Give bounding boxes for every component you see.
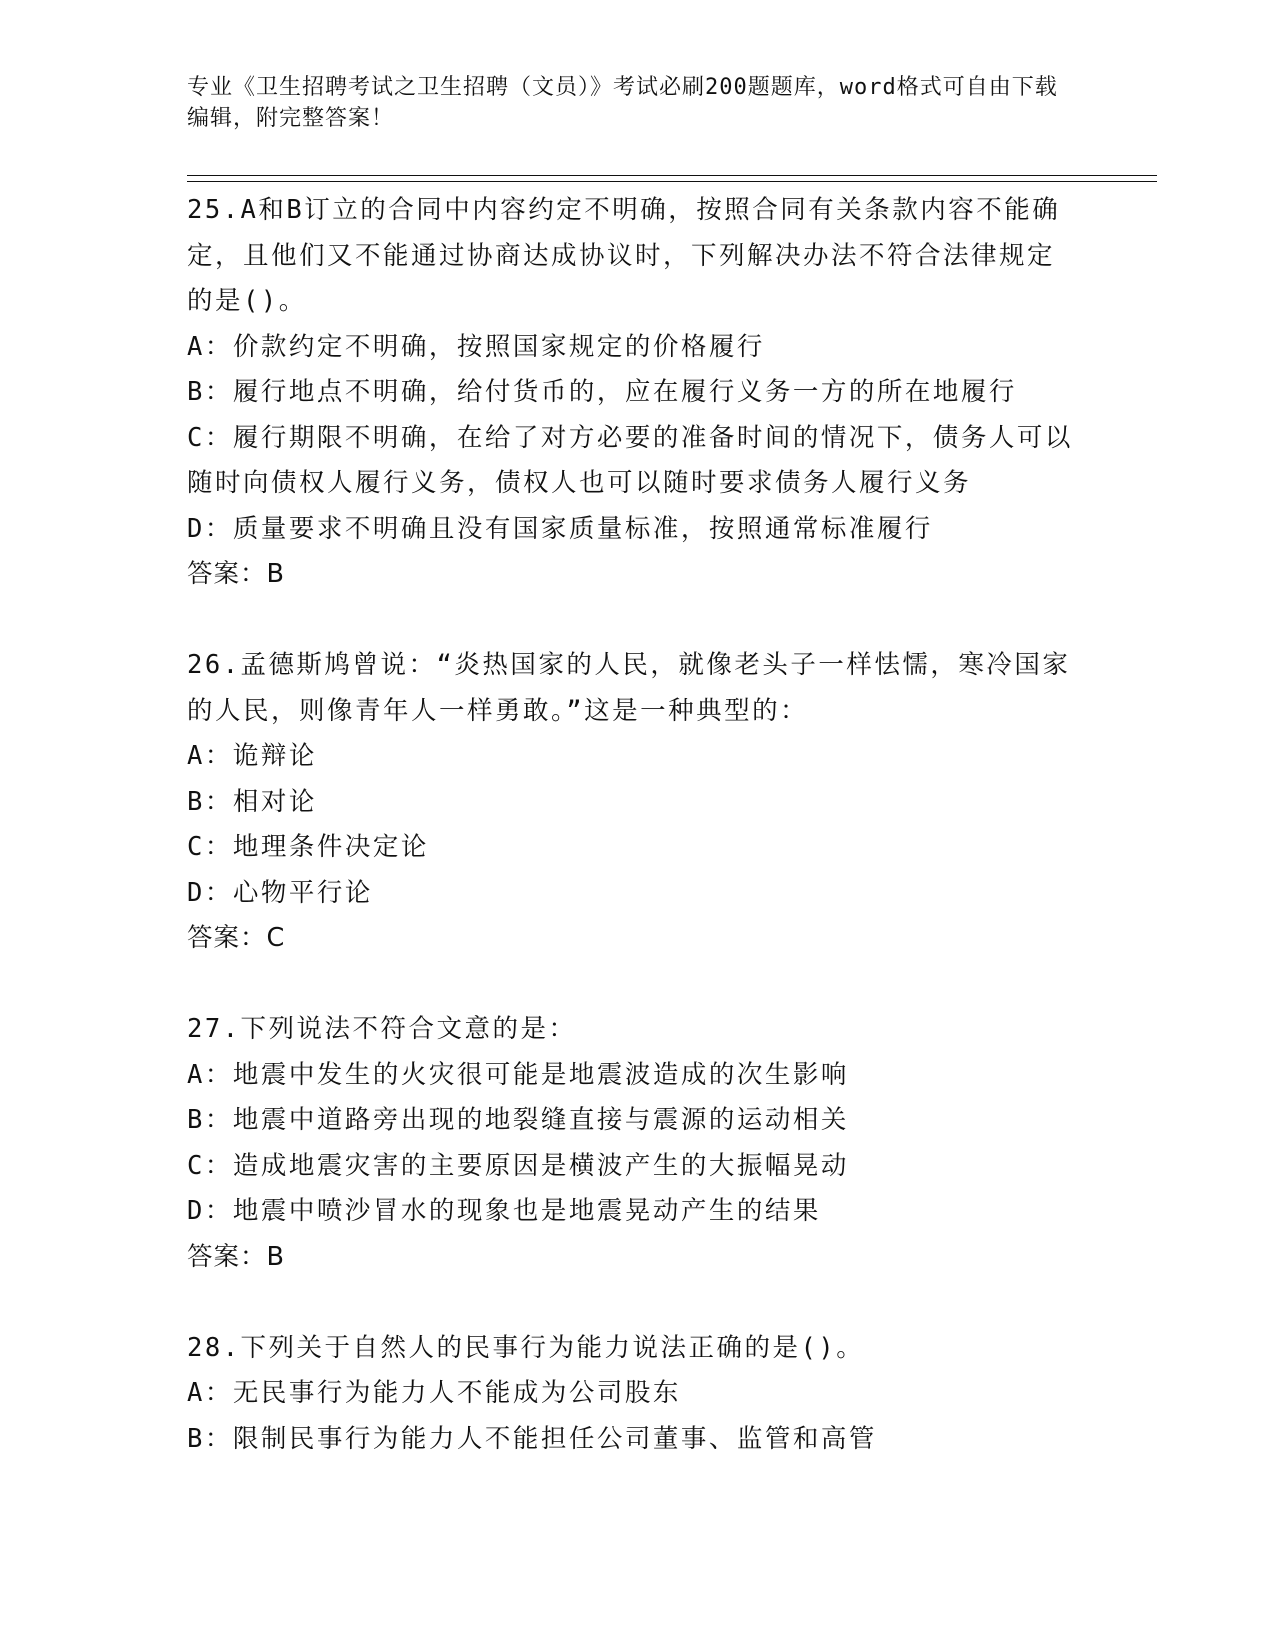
option-a: A：地震中发生的火灾很可能是地震波造成的次生影响 (187, 1059, 849, 1090)
answer-label: 答案：B (187, 559, 285, 589)
option-a: A：无民事行为能力人不能成为公司股东 (187, 1378, 681, 1408)
option-b: B：相对论 (187, 786, 317, 817)
answer-label: 答案：B (187, 1241, 285, 1272)
spacer (187, 598, 1077, 644)
question-stem: 27.下列说法不符合文意的是： (187, 1014, 577, 1044)
header-divider-top (187, 175, 1157, 176)
option-b: B：履行地点不明确，给付货币的，应在履行义务一方的所在地履行 (187, 377, 1017, 407)
header-divider-bottom (187, 181, 1157, 182)
option-d: D：质量要求不明确且没有国家质量标准，按照通常标准履行 (187, 513, 933, 544)
option-a: A：价款约定不明确，按照国家规定的价格履行 (187, 331, 765, 362)
spacer (187, 1280, 1077, 1326)
option-b: B：地震中道路旁出现的地裂缝直接与震源的运动相关 (187, 1105, 849, 1135)
question-stem: 28.下列关于自然人的民事行为能力说法正确的是()。 (187, 1332, 865, 1363)
option-b: B：限制民事行为能力人不能担任公司董事、监管和高管 (187, 1423, 877, 1454)
question-27 (187, 1007, 1077, 1280)
spacer (187, 962, 1077, 1008)
option-a: A：诡辩论 (187, 741, 317, 771)
question-26 (187, 643, 1077, 962)
question-stem: 25.A和B订立的合同中内容约定不明确，按照合同有关条款内容不能确定，且他们又不能通过协商达成协议时，下列解决办法不符合法律规定的是()。 (187, 195, 1061, 316)
option-d: D：心物平行论 (187, 877, 373, 908)
question-28 (187, 1326, 1077, 1463)
option-d: D：地震中喷沙冒水的现象也是地震晃动产生的结果 (187, 1196, 821, 1226)
question-25 (187, 188, 1077, 598)
document-header: 专业《卫生招聘考试之卫生招聘（文员）》考试必刷200题题库，word格式可自由下载编辑，附完整答案！ (187, 75, 1058, 131)
question-list (187, 188, 1077, 1462)
question-stem: 26.孟德斯鸠曾说：“炎热国家的人民，就像老头子一样怯懦，寒冷国家的人民，则像青年人一样勇敢。”这是一种典型的： (187, 650, 1071, 726)
answer-label: 答案：C (187, 923, 286, 953)
option-c: C：造成地震灾害的主要原因是横波产生的大振幅晃动 (187, 1150, 849, 1181)
option-c: C：履行期限不明确，在给了对方必要的准备时间的情况下，债务人可以随时向债权人履行义务，债权人也可以随时要求债务人履行义务 (187, 422, 1073, 498)
option-c: C：地理条件决定论 (187, 832, 429, 862)
